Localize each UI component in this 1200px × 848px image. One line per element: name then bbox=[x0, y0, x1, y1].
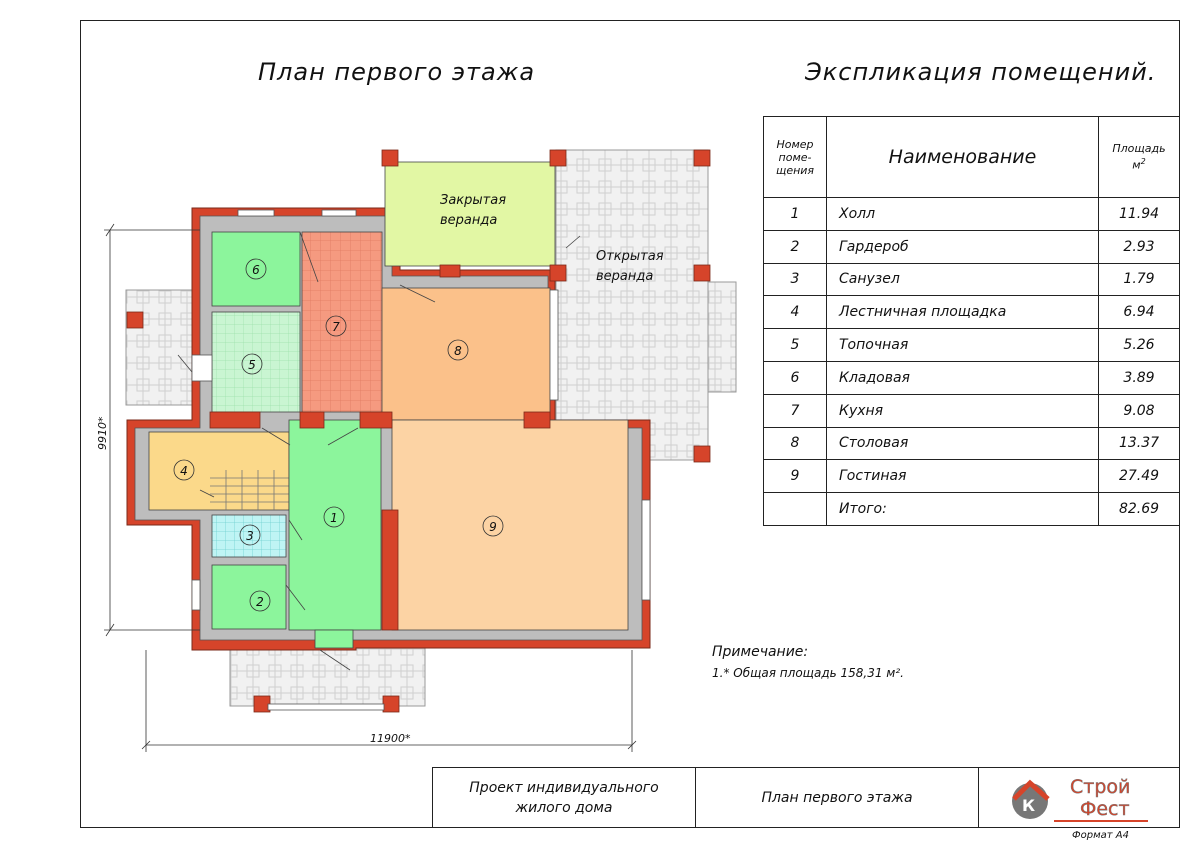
explication-title: Экспликация помещений. bbox=[805, 58, 1157, 86]
open-veranda-paving bbox=[556, 150, 708, 460]
table-total-row: Итого: 82.69 bbox=[764, 493, 1180, 526]
title-block bbox=[432, 767, 1180, 828]
closed-veranda-label-2: веранда bbox=[440, 213, 498, 228]
room-boiler-5 bbox=[212, 312, 300, 412]
table-row: 1 Холл 11.94 bbox=[764, 198, 1180, 231]
dim-width-label: 11900* bbox=[370, 732, 411, 745]
table-row: 2 Гардероб 2.93 bbox=[764, 230, 1180, 263]
room-number-6: 6 bbox=[252, 263, 260, 277]
project-line-2: жилого дома bbox=[515, 799, 613, 816]
room-number-2: 2 bbox=[256, 595, 264, 609]
table-row: 6 Кладовая 3.89 bbox=[764, 361, 1180, 394]
dim-height-label: 9910* bbox=[96, 416, 109, 450]
sheet-name-cell bbox=[696, 768, 979, 827]
table-row: 7 Кухня 9.08 bbox=[764, 394, 1180, 427]
format-label: Формат А4 bbox=[1072, 830, 1129, 841]
room-number-9: 9 bbox=[489, 520, 497, 534]
room-stair-4 bbox=[149, 432, 289, 510]
header-name: Наименование bbox=[827, 117, 1099, 198]
header-number: Номер поме- щения bbox=[764, 117, 827, 198]
plan-title: План первого этажа bbox=[258, 58, 536, 86]
svg-text:К: К bbox=[1022, 796, 1036, 815]
room-number-8: 8 bbox=[454, 344, 462, 358]
svg-text:Фест: Фест bbox=[1080, 798, 1130, 820]
right-steps-paving bbox=[708, 282, 736, 392]
project-name-cell bbox=[433, 768, 696, 827]
sheet-name: План первого этажа bbox=[761, 789, 913, 806]
svg-text:Строй: Строй bbox=[1070, 776, 1131, 798]
room-number-3: 3 bbox=[246, 529, 254, 543]
room-hall-1 bbox=[289, 420, 381, 630]
note-line: 1.* Общая площадь 158,31 м². bbox=[712, 666, 904, 680]
project-line-1: Проект индивидуального bbox=[469, 779, 659, 796]
room-wardrobe-2 bbox=[212, 565, 286, 629]
header-area: Площадь $м^2$ bbox=[1099, 117, 1180, 198]
room-number-1: 1 bbox=[330, 511, 338, 525]
left-terrace-paving bbox=[126, 290, 196, 405]
room-dining-8 bbox=[382, 288, 550, 420]
table-row: 5 Топочная 5.26 bbox=[764, 329, 1180, 362]
room-number-5: 5 bbox=[248, 358, 256, 372]
room-living-9 bbox=[392, 420, 628, 630]
room-number-7: 7 bbox=[332, 320, 340, 334]
room-number-4: 4 bbox=[180, 464, 188, 478]
explication-table bbox=[763, 116, 1180, 526]
open-veranda-label-2: веранда bbox=[596, 269, 654, 284]
table-row: 3 Санузел 1.79 bbox=[764, 263, 1180, 296]
table-row: 8 Столовая 13.37 bbox=[764, 427, 1180, 460]
open-veranda-label-1: Открытая bbox=[596, 249, 664, 264]
note-title: Примечание: bbox=[712, 644, 809, 660]
closed-veranda-label-1: Закрытая bbox=[440, 193, 507, 208]
table-row: 4 Лестничная площадка 6.94 bbox=[764, 296, 1180, 329]
table-row: 9 Гостиная 27.49 bbox=[764, 460, 1180, 493]
room-kitchen-7 bbox=[302, 232, 382, 412]
table-header-row bbox=[764, 117, 1180, 198]
company-logo bbox=[1008, 771, 1158, 826]
entrance-door bbox=[315, 630, 353, 648]
